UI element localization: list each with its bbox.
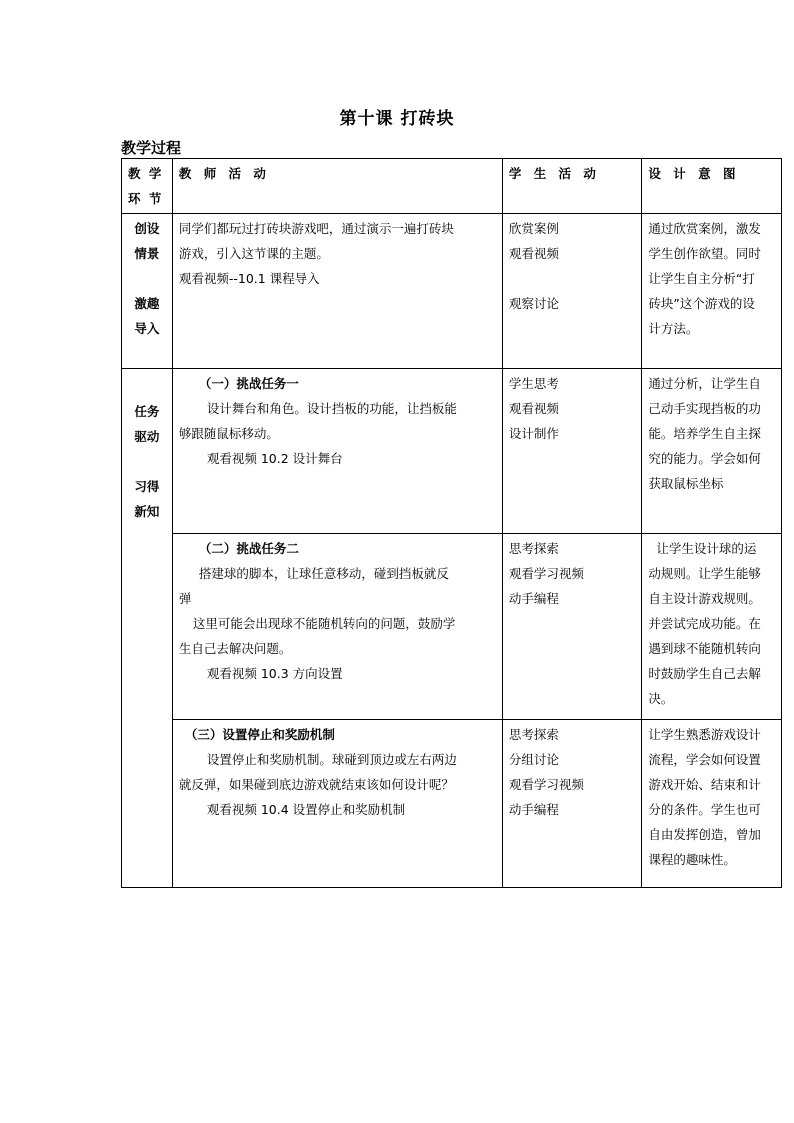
teacher-cell [172, 214, 502, 369]
intent-text: 动规则。让学生能够 [648, 566, 761, 581]
table-row [122, 214, 782, 369]
table-row [122, 720, 782, 888]
stage-text: 驱动 [134, 429, 160, 444]
header-stage-line2: 环 节 [128, 191, 164, 206]
student-text: 观看视频 [508, 401, 559, 416]
stage-text: 新知 [134, 504, 160, 519]
intent-text: 通过欣赏案例，激发 [648, 221, 761, 236]
header-student [502, 159, 642, 214]
table-row [122, 369, 782, 534]
intent-text: 让学生自主分析“打 [648, 271, 755, 286]
teacher-cell [172, 534, 502, 720]
intent-text: 遇到球不能随机转向 [648, 641, 761, 656]
intent-text: 自主设计游戏规则。 [648, 591, 761, 606]
intent-text: 己动手实现挡板的功 [648, 401, 761, 416]
student-text: 观看学习视频 [508, 566, 584, 581]
intent-text: 流程，学会如何设置 [648, 752, 761, 767]
student-text: 分组讨论 [508, 752, 559, 767]
intent-cell [642, 534, 782, 720]
intent-text: 分的条件。学生也可 [648, 802, 761, 817]
stage-cell-tasks [122, 369, 173, 888]
header-teacher [172, 159, 502, 214]
intent-text: 能。培养学生自主探 [648, 426, 761, 441]
intent-text: 游戏开始、结束和计 [648, 777, 761, 792]
student-cell [502, 720, 642, 888]
intent-cell [642, 214, 782, 369]
intent-text: 究的能力。学会如何 [648, 451, 761, 466]
student-cell [502, 534, 642, 720]
task-title: （三）设置停止和奖励机制 [184, 727, 335, 742]
header-intent [642, 159, 782, 214]
stage-text: 激趣 [134, 296, 160, 311]
intent-text: 决。 [648, 691, 674, 706]
header-stage [122, 159, 173, 214]
teacher-text: 观看视频 10.2 设计舞台 [206, 451, 343, 466]
student-text: 动手编程 [508, 802, 559, 817]
teacher-text: 生自己去解决问题。 [178, 641, 292, 656]
intent-text: 计方法。 [648, 321, 699, 336]
header-stage-line1: 教 学 [128, 166, 164, 181]
stage-cell-intro [122, 214, 173, 369]
student-text: 观看视频 [508, 246, 559, 261]
task-title: （一）挑战任务一 [198, 376, 299, 391]
student-text: 动手编程 [508, 591, 559, 606]
intent-text: 课程的趣味性。 [648, 852, 736, 867]
teacher-text: 同学们都玩过打砖块游戏吧，通过演示一遍打砖块 [178, 221, 454, 236]
stage-text: 情景 [134, 246, 160, 261]
teacher-text: 这里可能会出现球不能随机转向的问题，鼓励学 [192, 616, 456, 631]
header-student-label: 学 生 活 动 [508, 166, 600, 181]
intent-text: 时鼓励学生自己去解 [648, 666, 761, 681]
lesson-table [121, 158, 782, 888]
intent-text: 通过分析，让学生自 [648, 376, 761, 391]
student-cell [502, 369, 642, 534]
teacher-text: 弹 [178, 591, 192, 606]
stage-text: 任务 [134, 404, 160, 419]
student-text: 学生思考 [508, 376, 559, 391]
teacher-cell [172, 720, 502, 888]
stage-text: 习得 [134, 479, 160, 494]
teacher-text: 设计舞台和角色。设计挡板的功能，让挡板能 [206, 401, 457, 416]
header-teacher-label: 教 师 活 动 [178, 166, 270, 181]
teacher-text: 游戏，引入这节课的主题。 [178, 246, 329, 261]
teacher-text: 观看视频 10.3 方向设置 [206, 666, 343, 681]
intent-text: 并尝试完成功能。在 [648, 616, 761, 631]
table-row [122, 534, 782, 720]
student-text: 思考探索 [508, 541, 559, 556]
section-title: 教学过程 [121, 139, 182, 157]
page-title: 第十课 打砖块 [339, 109, 455, 129]
header-intent-label: 设 计 意 图 [648, 166, 740, 181]
teacher-text: 够跟随鼠标移动。 [178, 426, 279, 441]
intent-cell [642, 720, 782, 888]
teacher-cell [172, 369, 502, 534]
student-text: 设计制作 [508, 426, 559, 441]
teacher-text: 搭建球的脚本，让球任意移动，碰到挡板就反 [198, 566, 449, 581]
stage-text: 创设 [134, 221, 160, 236]
intent-text: 让学生设计球的运 [656, 541, 757, 556]
teacher-text: 设置停止和奖励机制。球碰到顶边或左右两边 [206, 752, 457, 767]
table-header-row [122, 159, 782, 214]
student-text: 观看学习视频 [508, 777, 584, 792]
intent-text: 获取鼠标坐标 [648, 476, 724, 491]
student-cell [502, 214, 642, 369]
intent-text: 学生创作欲望。同时 [648, 246, 761, 261]
teacher-text: 观看视频 10.4 设置停止和奖励机制 [206, 802, 406, 817]
teacher-text: 就反弹，如果碰到底边游戏就结束该如何设计呢？ [178, 777, 454, 792]
task-title: （二）挑战任务二 [198, 541, 299, 556]
intent-cell [642, 369, 782, 534]
student-text: 思考探索 [508, 727, 559, 742]
intent-text: 砖块”这个游戏的设 [648, 296, 755, 311]
student-text: 欣赏案例 [508, 221, 559, 236]
student-text: 观察讨论 [508, 296, 559, 311]
intent-text: 自由发挥创造，曾加 [648, 827, 761, 842]
teacher-text: 观看视频--10.1 课程导入 [178, 271, 320, 286]
stage-text: 导入 [134, 321, 160, 336]
intent-text: 让学生熟悉游戏设计 [648, 727, 761, 742]
